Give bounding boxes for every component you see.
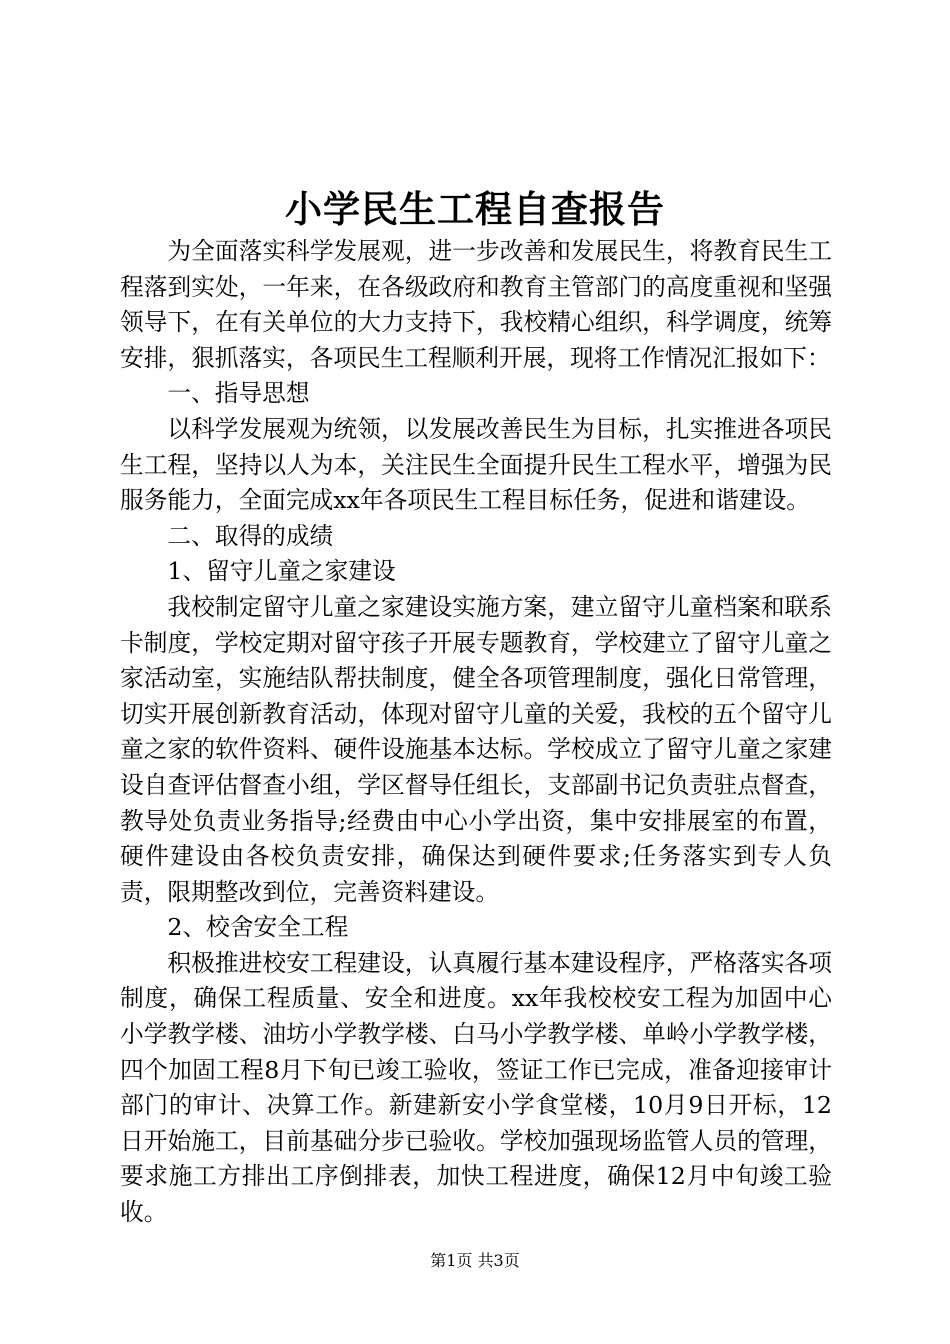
left-behind-children-paragraph: 我校制定留守儿童之家建设实施方案，建立留守儿童档案和联系卡制度，学校定期对留守孩子开展专题教育，学校建立了留守儿童之家活动室，实施结队帮扶制度，健全各项管理制度，强化日常管理，切实开展创新教育活动，体现对留守儿童的关爱，我校的五个留守儿童之家的软件资料、硬件设施基本达标。学校成立了留守儿童之家建设自查评估督查小组，学区督导任组长，支部副书记负责驻点督查，教导处负责业务指导;经费由中心小学出资，集中安排展室的布置，硬件建设由各校负责安排，确保达到硬件要求;任务落实到专人负责，限期整改到位，完善资料建设。	[120, 592, 832, 906]
document-title: 小学民生工程自查报告	[285, 187, 665, 231]
document-body	[120, 234, 832, 1231]
section-heading-guiding-thought: 一、指导思想	[167, 379, 310, 408]
page-footer: 第1页 共3页	[430, 1251, 520, 1270]
intro-paragraph: 为全面落实科学发展观，进一步改善和发展民生，将教育民生工程落到实处，一年来，在各级政府和教育主管部门的高度重视和坚强领导下，在有关单位的大力支持下，我校精心组织，科学调度，统筹安排，狠抓落实，各项民生工程顺利开展，现将工作情况汇报如下：	[120, 237, 832, 372]
subheading-left-behind-children: 1、留守儿童之家建设	[167, 557, 396, 586]
school-safety-paragraph: 积极推进校安工程建设，认真履行基本建设程序，严格落实各项制度，确保工程质量、安全和进度。xx年我校校安工程为加固中心小学教学楼、油坊小学教学楼、白马小学教学楼、单岭小学教学楼，四个加固工程8月下旬已竣工验收，签证工作已完成，准备迎接审计部门的审计、决算工作。新建新安小学食堂楼，10月9日开标，12日开始施工，目前基础分步已验收。学校加强现场监管人员的管理，要求施工方排出工序倒排表，加快工程进度，确保12月中旬竣工验收。	[120, 948, 832, 1227]
subheading-school-safety: 2、校舍安全工程	[167, 913, 349, 942]
guiding-thought-paragraph: 以科学发展观为统领，以发展改善民生为目标，扎实推进各项民生工程，坚持以人为本，关注民生全面提升民生工程水平，增强为民服务能力，全面完成xx年各项民生工程目标任务，促进和谐建设。	[120, 414, 832, 515]
section-heading-achievements: 二、取得的成绩	[167, 521, 334, 550]
